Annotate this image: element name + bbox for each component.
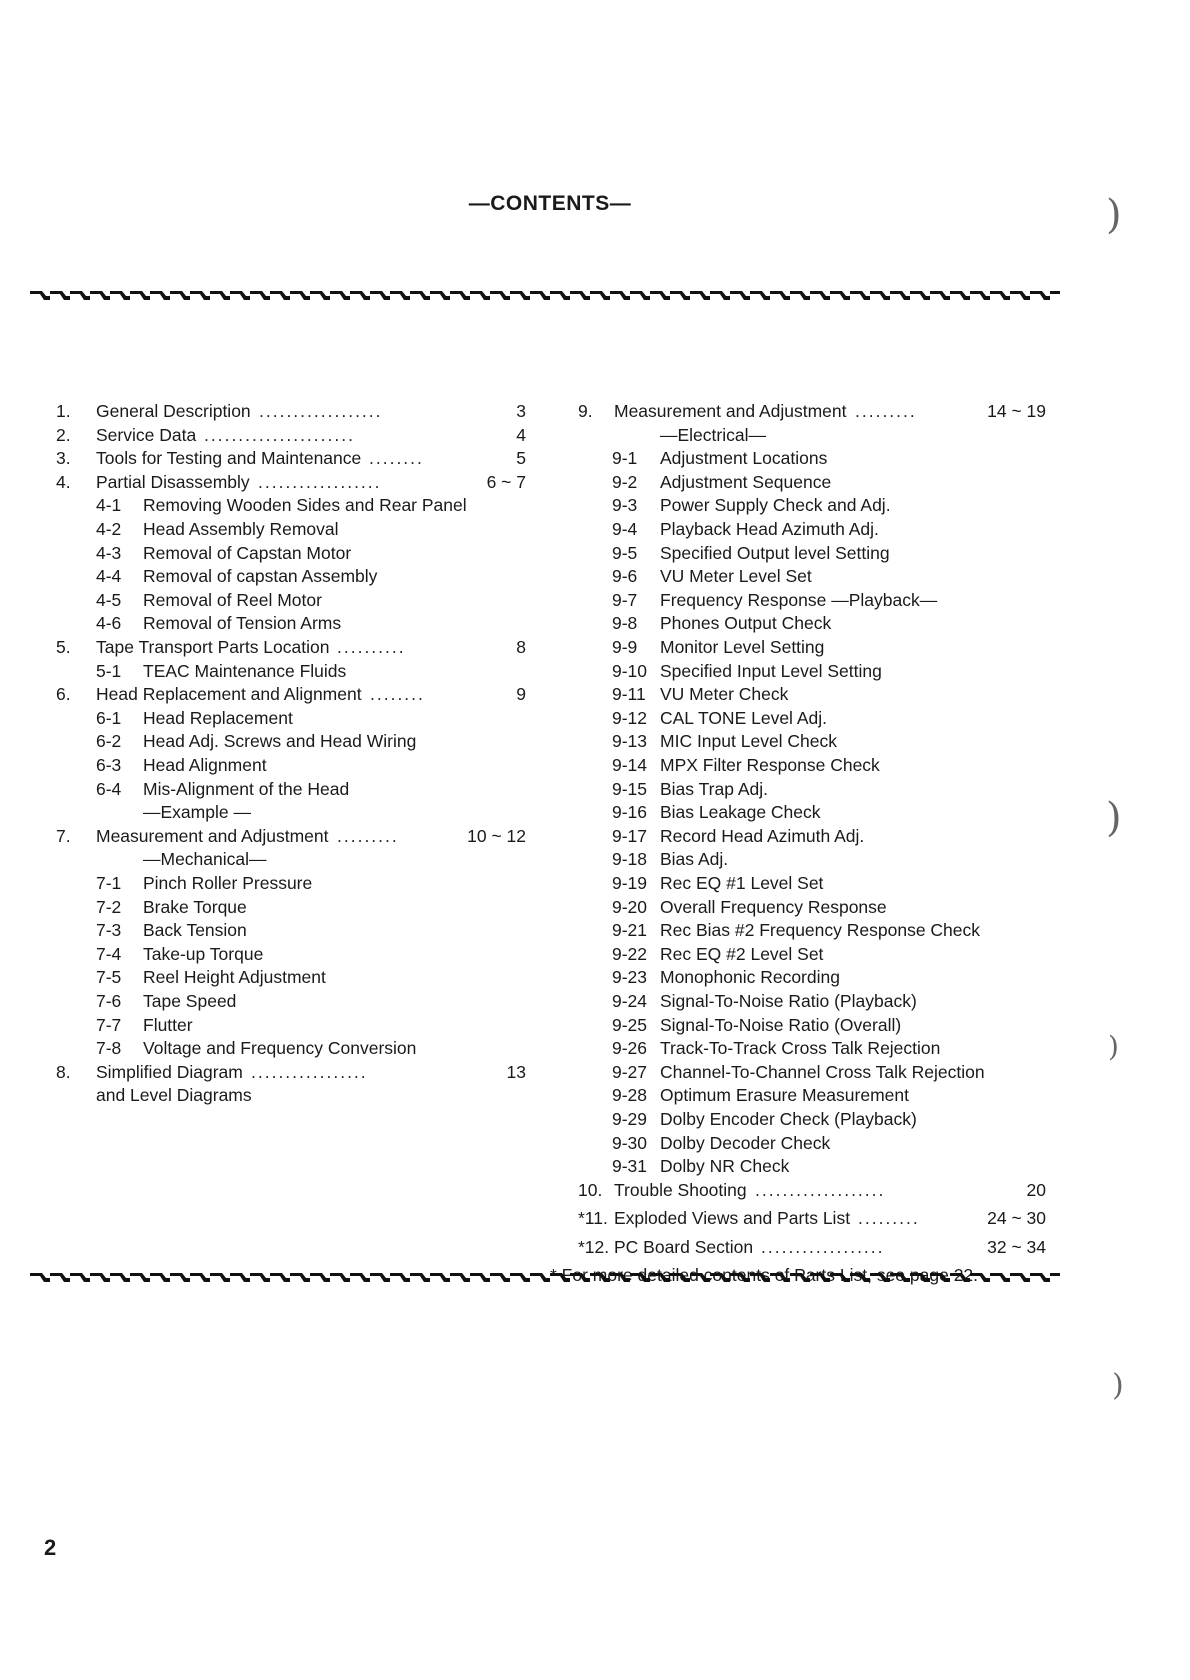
toc-entry-number: 9-23	[612, 967, 648, 988]
toc-subentry	[548, 1061, 1046, 1083]
toc-subentry	[548, 1014, 1046, 1036]
toc-entry-number: 4-1	[96, 495, 122, 516]
toc-entry-title: Back Tension	[143, 920, 247, 941]
toc-entry-title: and Level Diagrams	[96, 1085, 252, 1106]
toc-entry-number: 9-28	[612, 1085, 648, 1106]
toc-subentry	[56, 896, 526, 918]
toc-subentry	[56, 660, 526, 682]
toc-entry-number: 2.	[56, 424, 71, 445]
toc-entry-title: Flutter	[143, 1014, 193, 1035]
toc-entry	[56, 424, 526, 446]
toc-entry-number: 7-8	[96, 1038, 122, 1059]
toc-subentry	[548, 801, 1046, 823]
toc-entry-number: 9-10	[612, 660, 648, 681]
toc-entry	[56, 1061, 526, 1083]
toc-entry-title: Adjustment Sequence	[660, 471, 832, 492]
toc-entry	[56, 447, 526, 469]
toc-subentry	[548, 966, 1046, 988]
toc-subentry	[548, 636, 1046, 658]
toc-entry-title: MPX Filter Response Check	[660, 755, 880, 775]
toc-entry-title: Voltage and Frequency Conversion	[143, 1038, 417, 1059]
toc-entry-number: 8.	[56, 1061, 71, 1082]
toc-leader-dots: .........	[337, 825, 399, 846]
toc-entry-number: 5-1	[96, 660, 122, 681]
toc-entry-number: *12.	[578, 1236, 610, 1257]
toc-entry-title: Phones Output Check	[660, 613, 832, 634]
toc-subentry	[548, 990, 1046, 1012]
toc-subentry	[56, 518, 526, 540]
toc-subentry	[548, 612, 1046, 634]
toc-entry-number: 7-1	[96, 873, 122, 893]
toc-page-number: 13	[506, 1061, 526, 1082]
toc-entry-number: 1.	[56, 401, 71, 421]
toc-entry-number: 4-6	[96, 613, 122, 634]
toc-entry-number: 9-17	[612, 825, 648, 846]
toc-entry-number: 9-4	[612, 519, 638, 539]
toc-subentry	[548, 518, 1046, 540]
toc-entry-title: Monitor Level Setting	[660, 637, 825, 657]
toc-entry-title: CAL TONE Level Adj.	[660, 707, 827, 728]
toc-entry	[56, 825, 526, 847]
toc-entry	[548, 400, 1046, 422]
toc-page-number: 14 ~ 19	[987, 401, 1046, 421]
toc-entry-number: 9-18	[612, 849, 648, 870]
toc-entry-title: Rec Bias #2 Frequency Response Check	[660, 920, 981, 941]
toc-page-number: 5	[516, 448, 526, 469]
toc-subentry	[548, 1155, 1046, 1177]
toc-subentry	[548, 872, 1046, 894]
toc-entry-number: 7-4	[96, 943, 122, 964]
toc-page-number: 20	[1026, 1179, 1046, 1200]
toc-subentry	[56, 966, 526, 988]
toc-entry-number: 4-2	[96, 519, 122, 539]
toc-leader-dots: ..................	[761, 1236, 885, 1257]
toc-entry-number: 9-27	[612, 1061, 648, 1082]
toc-entry-number: 9-21	[612, 920, 648, 941]
toc-entry-title: —Example —	[143, 802, 251, 823]
toc-entry-title: Removal of Tension Arms	[143, 613, 342, 634]
toc-entry-title: —Electrical—	[660, 424, 766, 445]
toc-page-number: 32 ~ 34	[987, 1236, 1046, 1257]
binding-hole-mark: )	[1112, 1368, 1124, 1403]
toc-entry-number: 6-1	[96, 707, 122, 728]
toc-subentry	[548, 447, 1046, 469]
top-decorative-rule	[30, 290, 1060, 302]
toc-leader-dots: ........	[369, 448, 424, 469]
toc-entry-title: Removal of Reel Motor	[143, 589, 322, 610]
toc-entry-title: Head Alignment	[143, 755, 267, 775]
toc-entry-title: Bias Adj.	[660, 849, 729, 870]
toc-entry-title: Head Replacement and Alignment	[96, 684, 362, 705]
binding-hole-mark: )	[1108, 1030, 1119, 1063]
toc-entry-title: Measurement and Adjustment	[96, 825, 329, 846]
toc-entry-title: Partial Disassembly	[96, 471, 250, 492]
toc-entry-number: 9-7	[612, 589, 638, 610]
toc-entry-number: 9-22	[612, 943, 648, 964]
toc-subentry	[56, 730, 526, 752]
toc-subentry	[56, 801, 526, 823]
toc-page-number: 10 ~ 12	[467, 825, 526, 846]
toc-subentry	[548, 754, 1046, 776]
toc-entry-number: 9-8	[612, 613, 638, 634]
toc-entry-title: Overall Frequency Response	[660, 896, 887, 917]
toc-entry-number: 4-4	[96, 566, 122, 587]
toc-entry-number: 9.	[578, 401, 593, 421]
toc-entry	[548, 1179, 1046, 1201]
toc-entry-title: Monophonic Recording	[660, 967, 840, 988]
binding-hole-mark: )	[1106, 192, 1122, 238]
toc-subentry	[56, 494, 526, 516]
toc-entry-title: Dolby NR Check	[660, 1156, 790, 1177]
toc-entry-number: 9-24	[612, 991, 648, 1011]
toc-page-number: 4	[516, 424, 526, 445]
toc-entry-title: Head Assembly Removal	[143, 519, 339, 539]
toc-page-number: 8	[516, 637, 526, 657]
toc-entry-title: TEAC Maintenance Fluids	[143, 660, 347, 681]
toc-entry-number: 6-2	[96, 731, 122, 752]
toc-entry-title: Playback Head Azimuth Adj.	[660, 519, 879, 539]
toc-entry-number: 9-1	[612, 448, 638, 469]
toc-subentry	[56, 943, 526, 965]
toc-entry-title: Dolby Encoder Check (Playback)	[660, 1109, 917, 1129]
page-number: 2	[44, 1535, 57, 1560]
toc-entry-title: Head Adj. Screws and Head Wiring	[143, 731, 417, 752]
toc-entry-title: Pinch Roller Pressure	[143, 873, 313, 893]
toc-entry	[56, 1084, 526, 1106]
toc-subentry	[56, 1014, 526, 1036]
toc-entry-title: Mis-Alignment of the Head	[143, 778, 350, 799]
toc-entry-title: Specified Output level Setting	[660, 542, 890, 563]
toc-entry-title: Take-up Torque	[143, 943, 264, 964]
toc-entry-number: 9-26	[612, 1038, 648, 1059]
toc-entry-number: 7.	[56, 825, 71, 846]
toc-entry-number: 7-2	[96, 896, 122, 917]
toc-entry-title: Measurement and Adjustment	[614, 401, 847, 421]
toc-page-number: 3	[516, 401, 526, 421]
toc-subentry	[548, 1037, 1046, 1059]
toc-entry-title: Reel Height Adjustment	[143, 967, 326, 988]
toc-subentry	[56, 872, 526, 894]
toc-entry-number: 7-3	[96, 920, 122, 941]
toc-entry-title: Tools for Testing and Maintenance	[96, 448, 362, 469]
toc-subentry	[548, 542, 1046, 564]
toc-entry-title: Rec EQ #1 Level Set	[660, 873, 824, 893]
toc-subentry	[548, 825, 1046, 847]
toc-entry-title: Tape Transport Parts Location	[96, 637, 330, 657]
toc-subentry	[548, 683, 1046, 705]
toc-entry-title: Trouble Shooting	[614, 1179, 747, 1200]
toc-entry-title: Tape Speed	[143, 991, 237, 1011]
toc-subentry	[56, 707, 526, 729]
toc-entry-number: *11.	[578, 1208, 608, 1229]
toc-entry-title: Signal-To-Noise Ratio (Playback)	[660, 991, 917, 1011]
toc-subentry	[548, 707, 1046, 729]
toc-entry	[56, 683, 526, 705]
toc-subentry	[56, 778, 526, 800]
toc-entry-number: 6-4	[96, 778, 122, 799]
toc-entry-title: Service Data	[96, 424, 197, 445]
toc-leader-dots: ..........	[337, 637, 406, 657]
toc-entry-number: 9-29	[612, 1109, 648, 1129]
toc-leader-dots: ..................	[259, 401, 383, 421]
bottom-decorative-rule	[30, 1272, 1060, 1284]
toc-subentry	[548, 1132, 1046, 1154]
toc-subentry	[548, 919, 1046, 941]
toc-subentry	[548, 778, 1046, 800]
toc-entry-title: Optimum Erasure Measurement	[660, 1085, 909, 1106]
toc-entry-number: 9-9	[612, 637, 638, 657]
toc-entry-title: Signal-To-Noise Ratio (Overall)	[660, 1014, 902, 1035]
toc-subentry	[548, 1108, 1046, 1130]
toc-subentry	[56, 1037, 526, 1059]
toc-subentry	[56, 612, 526, 634]
toc-entry-number: 4-5	[96, 589, 122, 610]
toc-subentry	[548, 424, 1046, 446]
toc-subentry	[548, 730, 1046, 752]
toc-entry-title: Rec EQ #2 Level Set	[660, 943, 824, 964]
toc-leader-dots: .................	[251, 1061, 368, 1082]
toc-entry-number: 9-2	[612, 471, 638, 492]
toc-leader-dots: ..................	[258, 471, 382, 492]
toc-entry	[548, 1207, 1046, 1229]
toc-entry-title: MIC Input Level Check	[660, 731, 838, 752]
toc-entry-number: 7-5	[96, 967, 122, 988]
toc-entry-title: VU Meter Check	[660, 684, 789, 705]
toc-entry-number: 9-20	[612, 896, 648, 917]
toc-entry-title: General Description	[96, 401, 251, 421]
toc-entry-title: Head Replacement	[143, 707, 293, 728]
toc-entry-title: Bias Leakage Check	[660, 802, 821, 823]
toc-leader-dots: ........	[370, 684, 425, 705]
toc-entry-number: 9-16	[612, 802, 648, 823]
toc-subentry	[56, 919, 526, 941]
toc-entry-title: —Mechanical—	[143, 849, 267, 870]
toc-entry-title: Bias Trap Adj.	[660, 778, 768, 799]
toc-entry-number: 9-30	[612, 1132, 648, 1153]
toc-entry-title: VU Meter Level Set	[660, 566, 812, 587]
page-title: —CONTENTS—	[468, 192, 632, 215]
toc-subentry	[548, 943, 1046, 965]
toc-entry-number: 9-13	[612, 731, 648, 752]
toc-entry-title: Exploded Views and Parts List	[614, 1208, 851, 1229]
toc-page-number: 6 ~ 7	[486, 471, 526, 492]
toc-subentry	[56, 542, 526, 564]
toc-subentry	[56, 565, 526, 587]
toc-subentry	[548, 660, 1046, 682]
toc-entry	[56, 471, 526, 493]
toc-entry-title: Simplified Diagram	[96, 1061, 243, 1082]
toc-page-number: 9	[516, 684, 526, 705]
toc-subentry	[56, 848, 526, 870]
toc-entry-title: Specified Input Level Setting	[660, 660, 882, 681]
toc-entry-title: Brake Torque	[143, 896, 247, 917]
toc-entry	[56, 400, 526, 422]
toc-leader-dots: ...................	[755, 1179, 886, 1200]
toc-entry-number: 4-3	[96, 542, 122, 563]
toc-entry	[56, 636, 526, 658]
toc-entry-number: 7-6	[96, 991, 122, 1011]
toc-entry-title: Power Supply Check and Adj.	[660, 495, 891, 516]
toc-entry-number: 9-25	[612, 1014, 648, 1035]
toc-leader-dots: ......................	[204, 424, 355, 445]
toc-entry-number: 6.	[56, 684, 71, 705]
toc-subentry	[56, 754, 526, 776]
toc-entry-title: Record Head Azimuth Adj.	[660, 825, 865, 846]
toc-entry-number: 9-11	[612, 684, 646, 705]
toc-entry-title: Removal of capstan Assembly	[143, 566, 378, 587]
toc-entry-number: 9-31	[612, 1156, 648, 1177]
toc-subentry	[548, 494, 1046, 516]
toc-entry-number: 10.	[578, 1179, 603, 1200]
toc-entry-title: Track-To-Track Cross Talk Rejection	[660, 1038, 941, 1059]
toc-entry-title: Dolby Decoder Check	[660, 1132, 831, 1153]
toc-subentry	[56, 990, 526, 1012]
toc-entry-number: 9-19	[612, 873, 648, 893]
toc-subentry	[56, 589, 526, 611]
toc-entry-title: Removing Wooden Sides and Rear Panel	[143, 495, 467, 516]
toc-entry	[548, 1236, 1046, 1258]
toc-entry-number: 9-14	[612, 755, 648, 775]
toc-entry-title: Adjustment Locations	[660, 448, 828, 469]
toc-subentry	[548, 471, 1046, 493]
toc-entry-number: 3.	[56, 448, 71, 469]
binding-hole-mark: )	[1106, 795, 1122, 841]
toc-subentry	[548, 589, 1046, 611]
toc-entry-title: Removal of Capstan Motor	[143, 542, 352, 563]
toc-subentry	[548, 565, 1046, 587]
toc-subentry	[548, 848, 1046, 870]
toc-entry-title: Frequency Response —Playback—	[660, 589, 938, 610]
toc-leader-dots: .........	[858, 1208, 920, 1229]
toc-entry-number: 9-12	[612, 707, 648, 728]
toc-subentry	[548, 1084, 1046, 1106]
toc-entry-number: 5.	[56, 637, 71, 657]
toc-entry-number: 7-7	[96, 1014, 122, 1035]
toc-page-number: 24 ~ 30	[987, 1208, 1046, 1229]
toc-entry-number: 9-6	[612, 566, 638, 587]
toc-subentry	[548, 896, 1046, 918]
toc-leader-dots: .........	[855, 401, 917, 421]
toc-entry-number: 9-5	[612, 542, 638, 563]
toc-entry-number: 6-3	[96, 755, 122, 775]
toc-entry-number: 4.	[56, 471, 71, 492]
toc-entry-title: PC Board Section	[614, 1236, 754, 1257]
toc-entry-title: Channel-To-Channel Cross Talk Rejection	[660, 1061, 985, 1082]
toc-entry-number: 9-15	[612, 778, 648, 799]
toc-entry-number: 9-3	[612, 495, 638, 516]
